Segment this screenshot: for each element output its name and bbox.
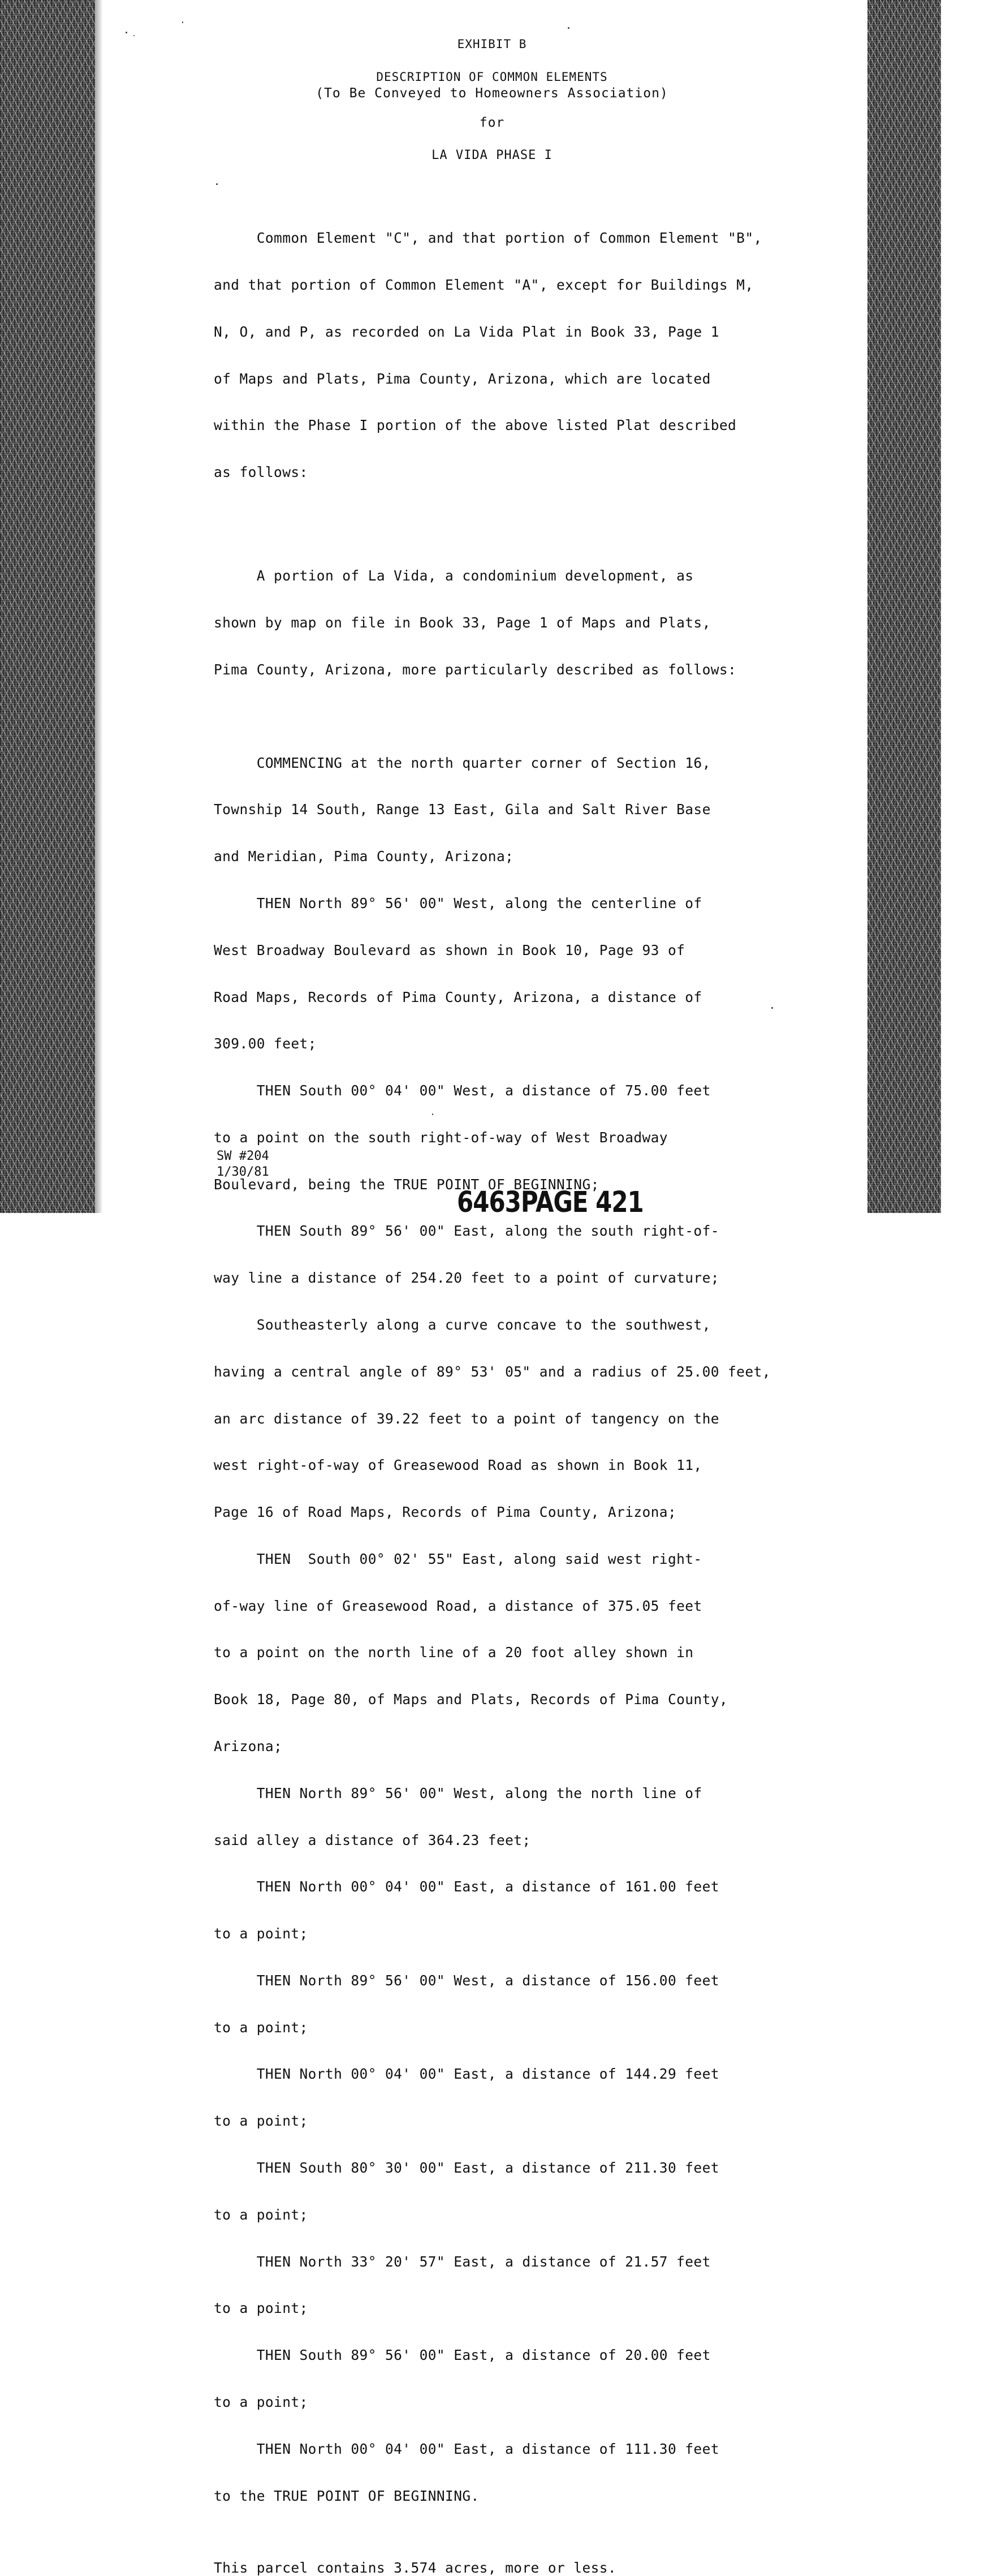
- scan-speck: [568, 27, 569, 29]
- document-date: 1/30/81: [217, 1165, 269, 1179]
- text-line: 309.00 feet;: [214, 1035, 317, 1052]
- document-body: [214, 199, 864, 2576]
- scanned-right-edge: [868, 0, 941, 1213]
- text-line: and Meridian, Pima County, Arizona;: [214, 848, 514, 865]
- text-line: to a point;: [214, 2019, 308, 2036]
- text-line: Page 16 of Road Maps, Records of Pima County, Arizona;: [214, 1504, 677, 1521]
- text-line: Common Element "C", and that portion of Common Element "B",: [214, 230, 762, 247]
- text-line: to a point;: [214, 2206, 308, 2223]
- text-line: THEN North 00° 04' 00" East, a distance of 161.00 feet: [214, 1878, 719, 1895]
- scan-speck: [133, 35, 135, 36]
- text-line: to a point on the north line of a 20 foot alley shown in: [214, 1644, 694, 1661]
- text-line: THEN North 89° 56' 00" West, a distance of 156.00 feet: [214, 1972, 719, 1989]
- text-line: THEN South 89° 56' 00" East, along the south right-of-: [214, 1223, 719, 1240]
- text-line: west right-of-way of Greasewood Road as shown in Book 11,: [214, 1457, 702, 1474]
- project-name: LA VIDA PHASE I: [431, 148, 553, 162]
- text-line: an arc distance of 39.22 feet to a point of tangency on the: [214, 1410, 719, 1427]
- text-line: of Maps and Plats, Pima County, Arizona, which are located: [214, 370, 711, 387]
- text-line: having a central angle of 89° 53' 05" and a radius of 25.00 feet,: [214, 1363, 771, 1380]
- text-line: N, O, and P, as recorded on La Vida Plat in Book 33, Page 1: [214, 323, 719, 340]
- document-title: DESCRIPTION OF COMMON ELEMENTS: [376, 70, 608, 84]
- document-subtitle: (To Be Conveyed to Homeowners Association): [316, 86, 668, 101]
- text-line: to a point;: [214, 1925, 308, 1942]
- text-line: to a point;: [214, 2113, 308, 2130]
- text-line: Road Maps, Records of Pima County, Arizona, a distance of: [214, 988, 702, 1005]
- text-line: THEN South 00° 02' 55" East, along said west right-: [214, 1550, 702, 1567]
- text-line: as follows:: [214, 464, 308, 481]
- text-line: Book 18, Page 80, of Maps and Plats, Records of Pima County,: [214, 1691, 728, 1708]
- recording-stamp: 6463PAGE 421: [457, 1185, 644, 1219]
- text-line: THEN North 89° 56' 00" West, along the north line of: [214, 1784, 702, 1801]
- text-line: THEN North 00° 04' 00" East, a distance of 111.30 feet: [214, 2440, 719, 2457]
- text-line: THEN North 33° 20' 57" East, a distance of 21.57 feet: [214, 2253, 711, 2270]
- legal-description: [214, 724, 864, 2535]
- text-line: and that portion of Common Element "A", except for Buildings M,: [214, 276, 754, 293]
- text-line: THEN North 00° 04' 00" East, a distance of 144.29 feet: [214, 2066, 719, 2083]
- text-line: Southeasterly along a curve concave to the southwest,: [214, 1316, 711, 1333]
- scan-speck: [216, 183, 218, 185]
- scanned-left-edge: [0, 0, 95, 1213]
- text-line: within the Phase I portion of the above listed Plat described: [214, 417, 737, 434]
- text-line: to a point on the south right-of-way of West Broadway: [214, 1129, 668, 1146]
- scan-speck: [182, 21, 183, 23]
- acreage-statement: This parcel contains 3.574 acres, more or less.: [214, 2560, 617, 2576]
- text-line: THEN North 89° 56' 00" West, along the centerline of: [214, 894, 702, 911]
- text-line: THEN South 80° 30' 00" East, a distance of 211.30 feet: [214, 2160, 719, 2177]
- scan-speck: [432, 1113, 433, 1115]
- text-line: Pima County, Arizona, more particularly described as follows:: [214, 661, 737, 678]
- text-line: shown by map on file in Book 33, Page 1 of Maps and Plats,: [214, 614, 711, 631]
- text-line: way line a distance of 254.20 feet to a point of curvature;: [214, 1270, 719, 1287]
- reference-number: SW #204: [217, 1149, 269, 1163]
- text-line: said alley a distance of 364.23 feet;: [214, 1831, 531, 1848]
- text-line: COMMENCING at the north quarter corner of Section 16,: [214, 754, 711, 771]
- portion-paragraph: [214, 537, 864, 709]
- text-line: to a point;: [214, 2300, 308, 2317]
- for-label: for: [479, 115, 505, 130]
- text-line: to the TRUE POINT OF BEGINNING.: [214, 2487, 480, 2504]
- scan-speck: [771, 1007, 773, 1009]
- scan-speck: [126, 32, 127, 33]
- text-line: THEN South 89° 56' 00" East, a distance of 20.00 feet: [214, 2347, 711, 2364]
- text-line: Boulevard, being the TRUE POINT OF BEGINNING;: [214, 1176, 599, 1193]
- text-line: West Broadway Boulevard as shown in Book 10, Page 93 of: [214, 941, 685, 958]
- exhibit-label: EXHIBIT B: [457, 37, 527, 51]
- text-line: of-way line of Greasewood Road, a distance of 375.05 feet: [214, 1597, 702, 1614]
- intro-paragraph: [214, 199, 864, 511]
- text-line: A portion of La Vida, a condominium development, as: [214, 567, 694, 584]
- left-edge-shadow: [95, 0, 103, 1213]
- text-line: Arizona;: [214, 1738, 283, 1754]
- text-line: THEN South 00° 04' 00" West, a distance of 75.00 feet: [214, 1082, 711, 1099]
- text-line: to a point;: [214, 2393, 308, 2410]
- text-line: Township 14 South, Range 13 East, Gila and Salt River Base: [214, 801, 711, 818]
